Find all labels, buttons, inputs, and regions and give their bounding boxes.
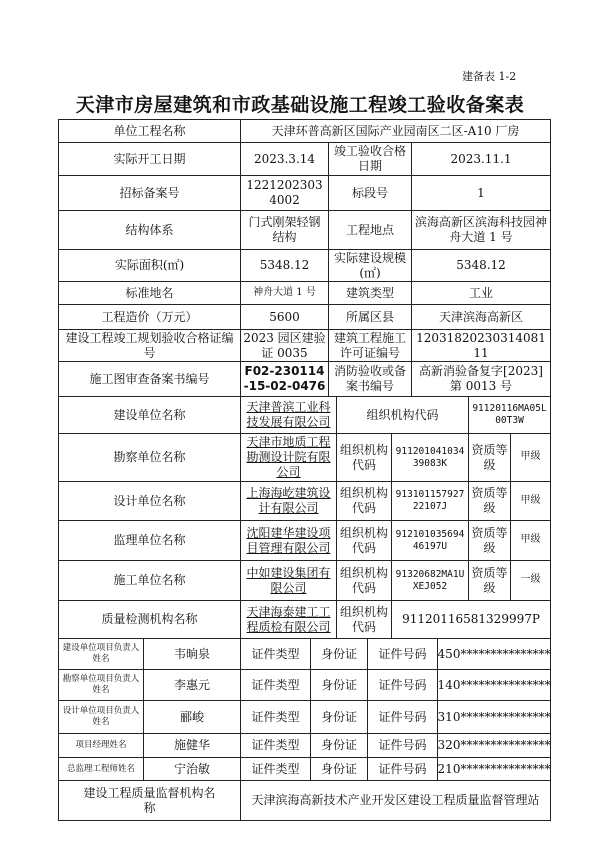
building-type-value: 工业 bbox=[412, 282, 551, 305]
bid-filing-label: 招标备案号 bbox=[58, 176, 241, 211]
drawing-review-label: 施工图审查备案书编号 bbox=[58, 362, 241, 397]
unit-label-design: 设计单位名称 bbox=[58, 482, 241, 521]
filing-form-table bbox=[58, 119, 551, 776]
person-role-design: 设计单位项目负责人姓名 bbox=[58, 701, 144, 734]
document-title: 天津市房屋建筑和市政基础设施工程竣工验收备案表 bbox=[75, 94, 525, 116]
unit-label-contractor: 施工单位名称 bbox=[58, 561, 241, 601]
site-value: 滨海高新区滨海科技园神舟大道 1 号 bbox=[412, 211, 551, 250]
supervision-label: 建设工程质量监督机构名称 bbox=[58, 781, 241, 821]
unit-grade-label-contractor: 资质等级 bbox=[469, 561, 511, 601]
person-cert-no-design: 310*************** bbox=[438, 701, 551, 734]
person-cert-type-pm: 身份证 bbox=[311, 734, 368, 758]
person-cert-type-survey: 身份证 bbox=[311, 670, 368, 701]
person-name-survey: 李惠元 bbox=[144, 670, 241, 701]
person-cert-no-chief-supervisor: 210*************** bbox=[438, 758, 551, 781]
unit-code-developer: 91120116MA05L00T3W bbox=[469, 397, 551, 434]
unit-name-supervisor: 沈阳建华建设项目管理有限公司 bbox=[241, 521, 337, 561]
person-cert-type-label-chief-supervisor: 证件类型 bbox=[241, 758, 311, 781]
unit-code-supervisor: 91210103569446197U bbox=[392, 521, 469, 561]
person-cert-no-label-survey: 证件号码 bbox=[368, 670, 438, 701]
unit-label-testing: 质量检测机构名称 bbox=[58, 601, 241, 639]
person-name-developer: 韦晌泉 bbox=[144, 639, 241, 670]
unit-code-design: 91310115792722107J bbox=[392, 482, 469, 521]
project-name-label: 单位工程名称 bbox=[58, 119, 241, 143]
scale-value: 5348.12 bbox=[412, 250, 551, 282]
unit-code-survey: 91120104103439083K bbox=[392, 434, 469, 482]
person-cert-type-design: 身份证 bbox=[311, 701, 368, 734]
person-role-chief-supervisor: 总监理工程师姓名 bbox=[58, 758, 144, 781]
person-name-pm: 施健华 bbox=[144, 734, 241, 758]
place-name-value: 神舟大道 1 号 bbox=[241, 282, 329, 305]
fire-filing-value: 高新消验备复字[2023]第 0013 号 bbox=[412, 362, 551, 397]
project-name-value: 天津环普高新区国际产业园南区二区-A10 厂房 bbox=[241, 119, 551, 143]
cost-label: 工程造价（万元） bbox=[58, 305, 241, 330]
fire-filing-label: 消防验收或备案书编号 bbox=[329, 362, 412, 397]
unit-grade-design: 甲级 bbox=[511, 482, 551, 521]
district-label: 所属区县 bbox=[329, 305, 412, 330]
person-cert-type-developer: 身份证 bbox=[311, 639, 368, 670]
structure-value: 门式刚架轻钢结构 bbox=[241, 211, 329, 250]
person-cert-no-survey: 140*************** bbox=[438, 670, 551, 701]
person-cert-no-label-design: 证件号码 bbox=[368, 701, 438, 734]
section-no-label: 标段号 bbox=[329, 176, 412, 211]
start-date-label: 实际开工日期 bbox=[58, 143, 241, 176]
form-number: 建备表 1-2 bbox=[462, 70, 517, 83]
unit-code-label-testing: 组织机构代码 bbox=[337, 601, 392, 639]
site-label: 工程地点 bbox=[329, 211, 412, 250]
supervision-row bbox=[58, 781, 551, 821]
actual-area-label: 实际面积(㎡) bbox=[58, 250, 241, 282]
person-role-developer: 建设单位项目负责人姓名 bbox=[58, 639, 144, 670]
unit-label-developer: 建设单位名称 bbox=[58, 397, 241, 434]
cost-value: 5600 bbox=[241, 305, 329, 330]
unit-grade-survey: 甲级 bbox=[511, 434, 551, 482]
person-cert-no-pm: 320*************** bbox=[438, 734, 551, 758]
unit-label-supervisor: 监理单位名称 bbox=[58, 521, 241, 561]
scale-label: 实际建设规模(㎡) bbox=[329, 250, 412, 282]
unit-name-design: 上海海屹建筑设计有限公司 bbox=[241, 482, 337, 521]
person-cert-no-developer: 450*************** bbox=[438, 639, 551, 670]
place-name-label: 标准地名 bbox=[58, 282, 241, 305]
start-date-value: 2023.3.14 bbox=[241, 143, 329, 176]
unit-grade-label-survey: 资质等级 bbox=[469, 434, 511, 482]
unit-name-developer: 天津普滨工业科技发展有限公司 bbox=[241, 397, 337, 434]
unit-code-label-developer: 组织机构代码 bbox=[337, 397, 469, 434]
unit-grade-label-supervisor: 资质等级 bbox=[469, 521, 511, 561]
permit-value: 12031820230314081​11 bbox=[412, 330, 551, 362]
planning-cert-value: 2023 园区建验证 0035 bbox=[241, 330, 329, 362]
unit-name-survey: 天津市地质工程勘测设计院有限公司 bbox=[241, 434, 337, 482]
acceptance-date-label: 竣工验收合格日期 bbox=[329, 143, 412, 176]
person-cert-type-label-design: 证件类型 bbox=[241, 701, 311, 734]
unit-label-survey: 勘察单位名称 bbox=[58, 434, 241, 482]
acceptance-date-value: 2023.11.1 bbox=[412, 143, 551, 176]
unit-code-contractor: 91320682MA1UXEJ052 bbox=[392, 561, 469, 601]
unit-name-contractor: 中如建设集团有限公司 bbox=[241, 561, 337, 601]
person-role-pm: 项目经理姓名 bbox=[58, 734, 144, 758]
section-no-value: 1 bbox=[412, 176, 551, 211]
unit-code-label-contractor: 组织机构代码 bbox=[337, 561, 392, 601]
person-cert-type-label-pm: 证件类型 bbox=[241, 734, 311, 758]
planning-cert-label: 建设工程竣工规划验收合格证编号 bbox=[58, 330, 241, 362]
person-role-survey: 勘察单位项目负责人姓名 bbox=[58, 670, 144, 701]
building-type-label: 建筑类型 bbox=[329, 282, 412, 305]
drawing-review-value: F02-230114-15-02-0476 bbox=[241, 362, 329, 397]
district-value: 天津滨海高新区 bbox=[412, 305, 551, 330]
unit-grade-supervisor: 甲级 bbox=[511, 521, 551, 561]
unit-grade-label-design: 资质等级 bbox=[469, 482, 511, 521]
unit-name-testing: 天津海泰建工工程质检有限公司 bbox=[241, 601, 337, 639]
person-name-chief-supervisor: 宁治敏 bbox=[144, 758, 241, 781]
person-cert-no-label-chief-supervisor: 证件号码 bbox=[368, 758, 438, 781]
actual-area-value: 5348.12 bbox=[241, 250, 329, 282]
person-cert-type-label-survey: 证件类型 bbox=[241, 670, 311, 701]
person-cert-type-label-developer: 证件类型 bbox=[241, 639, 311, 670]
bid-filing-value: 12212023034002 bbox=[241, 176, 329, 211]
unit-grade-contractor: 一级 bbox=[511, 561, 551, 601]
unit-code-testing: 9112011658132999​7P bbox=[392, 601, 551, 639]
person-cert-no-label-developer: 证件号码 bbox=[368, 639, 438, 670]
structure-label: 结构体系 bbox=[58, 211, 241, 250]
person-cert-type-chief-supervisor: 身份证 bbox=[311, 758, 368, 781]
unit-code-label-design: 组织机构代码 bbox=[337, 482, 392, 521]
person-cert-no-label-pm: 证件号码 bbox=[368, 734, 438, 758]
supervision-value: 天津滨海高新技术产业开发区建设工程质量监督管理站 bbox=[241, 781, 551, 821]
unit-code-label-survey: 组织机构代码 bbox=[337, 434, 392, 482]
unit-code-label-supervisor: 组织机构代码 bbox=[337, 521, 392, 561]
person-name-design: 郦峻 bbox=[144, 701, 241, 734]
permit-label: 建筑工程施工许可证编号 bbox=[329, 330, 412, 362]
